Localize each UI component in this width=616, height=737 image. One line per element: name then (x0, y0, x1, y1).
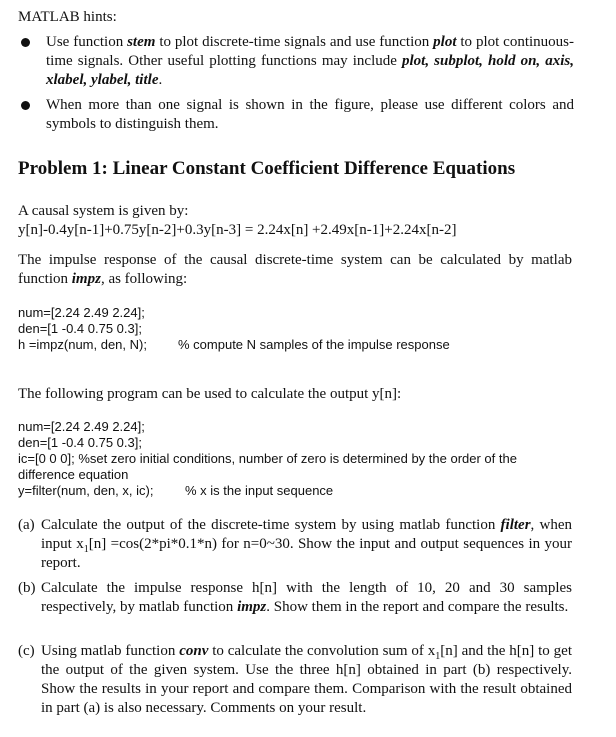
intro-text: A causal system is given by: (18, 203, 189, 219)
plot-keyword: plot (433, 34, 457, 50)
code2-comment: % x is the input sequence (185, 483, 334, 498)
part-b (18, 579, 572, 636)
part-c-text: Using matlab function conv to calculate the convolution sum of $x_1[n]$ and the h[n] to get the output of the given system. Use the three h[n] obtained in part (b) respectively. Show the results in your report and compare them. Comparison with the result obtained in part (a) is also necessary. Comments on your result. (41, 643, 572, 716)
code1-line2: den=[1 -0.4 0.75 0.3]; (18, 321, 142, 336)
code1-line1: num=[2.24 2.49 2.24]; (18, 305, 145, 320)
impz-keyword: impz (71, 271, 101, 287)
code2-line4: difference equation (18, 467, 129, 482)
filter-keyword: filter (500, 517, 531, 533)
part-b-label: (b) (18, 580, 36, 596)
code2-line5: y=filter(num, den, x, ic); (18, 483, 154, 498)
part-c-label: (c) (18, 643, 35, 659)
impz-keyword: impz (237, 599, 267, 615)
part-a-label: (a) (18, 517, 35, 533)
hint-text-2: When more than one signal is shown in the figure, please use different colors and symbols to distinguish them. (46, 97, 574, 132)
bullet-dot-icon (21, 101, 30, 110)
problem-title: Problem 1: Linear Constant Coefficient Difference Equations (18, 158, 516, 179)
bullet-dot-icon (21, 38, 30, 47)
code1-line3: h =impz(num, den, N); (18, 337, 147, 352)
code2-line3: ic=[0 0 0]; %set zero initial conditions, number of zero is determined by the order of the (18, 451, 517, 466)
impulse-text: The impulse response of the causal discrete-time system can be calculated by matlab function impz, as following: (18, 252, 572, 287)
hints-title: MATLAB hints: (18, 9, 117, 25)
code1-comment: % compute N samples of the impulse response (178, 337, 450, 352)
output-text: The following program can be used to calculate the output y[n]: (18, 386, 402, 402)
difference-equation: y[n]-0.4y[n-1]+0.75y[n-2]+0.3y[n-3] = 2.24x[n] +2.49x[n-1]+2.24x[n-2] (18, 222, 457, 238)
code2-line1: num=[2.24 2.49 2.24]; (18, 419, 145, 434)
code2-line2: den=[1 -0.4 0.75 0.3]; (18, 435, 142, 450)
plot-functions-list: plot, subplot, hold on, axis, xlabel, ylabel, title (46, 53, 574, 88)
part-c (18, 642, 572, 718)
part-a-text: Calculate the output of the discrete-time system by using matlab function filter, when input $x_1[n] =\cos(2*pi*0.1*n)$ for n=0~30. Show the input and output sequences in your report. (41, 517, 572, 571)
hint-text-1: Use function stem to plot discrete-time signals and use function plot to plot continuous-time signals. Other useful plotting functions may include plot, subplot, hold on, axis, xlabel, ylabel, title. (46, 34, 574, 88)
stem-keyword: stem (127, 34, 156, 50)
part-a (18, 516, 572, 573)
conv-keyword: conv (179, 643, 209, 659)
part-b-text: Calculate the impulse response h[n] with the length of 10, 20 and 30 samples respectively, by matlab function impz. Show them in the report and compare the results. (41, 580, 572, 615)
